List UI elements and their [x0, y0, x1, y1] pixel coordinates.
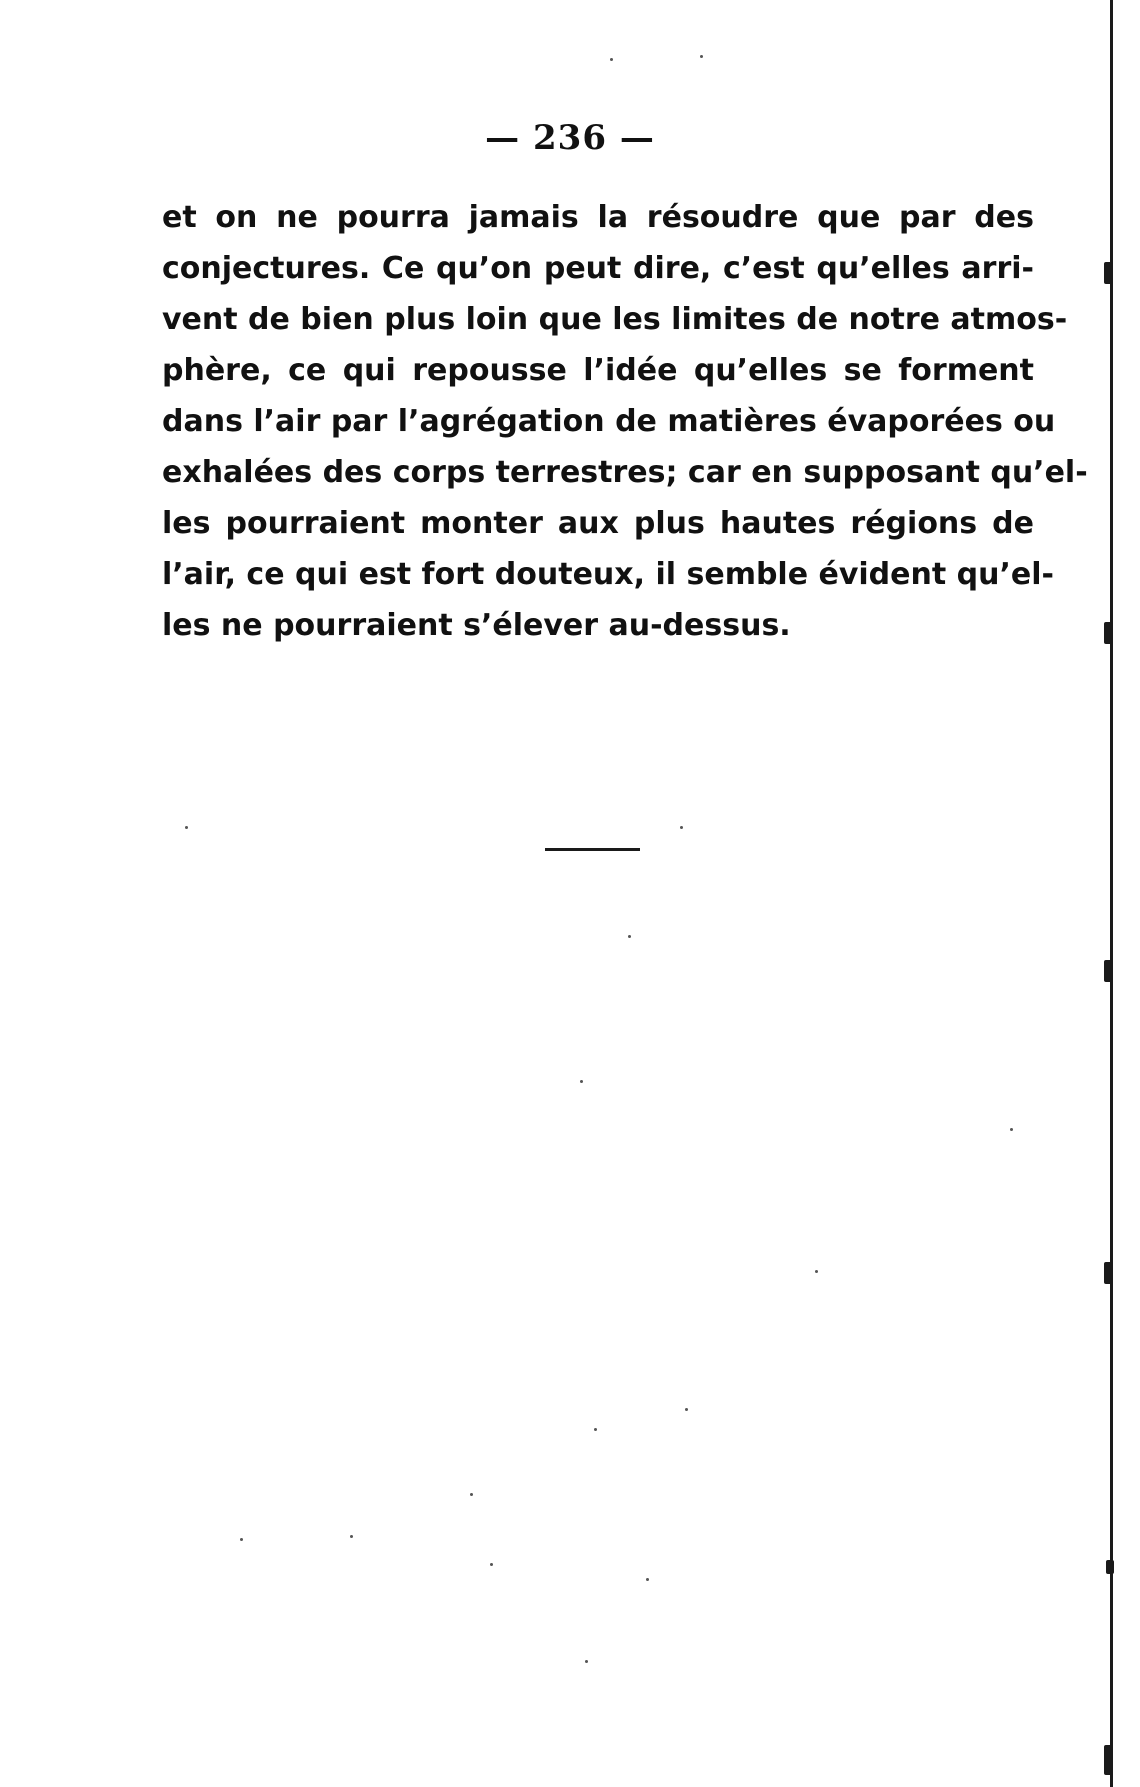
scan-speck: [594, 1428, 597, 1431]
scan-speck: [470, 1493, 473, 1496]
scan-speck: [1010, 1128, 1013, 1131]
text-line: l’air, ce qui est fort douteux, il semble évident qu’el-: [162, 557, 1054, 592]
text-line: phère, ce qui repousse l’idée qu’elles se forment: [162, 353, 1034, 388]
edge-mark: [1104, 622, 1112, 644]
edge-mark: [1104, 262, 1112, 284]
edge-mark: [1104, 960, 1112, 982]
scan-speck: [815, 1270, 818, 1273]
text-line: les pourraient monter aux plus hautes régions de: [162, 506, 1034, 541]
page-number: — 236 —: [485, 118, 655, 158]
text-line: conjectures. Ce qu’on peut dire, c’est qu’elles arri-: [162, 251, 1034, 286]
scan-speck: [628, 935, 631, 938]
text-line: dans l’air par l’agrégation de matières évaporées ou: [162, 404, 1056, 439]
text-line: les ne pourraient s’élever au-dessus.: [162, 608, 791, 643]
scan-speck: [685, 1408, 688, 1411]
text-line: exhalées des corps terrestres; car en supposant qu’el-: [162, 455, 1088, 490]
edge-mark: [1106, 1560, 1114, 1574]
text-line: et on ne pourra jamais la résoudre que par des: [162, 200, 1034, 235]
scan-speck: [680, 826, 683, 829]
scan-speck: [240, 1538, 243, 1541]
scan-speck: [646, 1578, 649, 1581]
section-divider: [545, 848, 640, 851]
scan-speck: [580, 1080, 583, 1083]
scan-speck: [185, 826, 188, 829]
scan-speck: [610, 58, 613, 61]
scan-speck: [585, 1660, 588, 1663]
edge-mark: [1104, 1262, 1112, 1284]
body-paragraph: [162, 192, 1088, 651]
edge-mark: [1104, 1745, 1112, 1775]
scan-speck: [490, 1563, 493, 1566]
text-line: vent de bien plus loin que les limites de notre atmos-: [162, 302, 1068, 337]
scan-speck: [700, 55, 703, 58]
scan-speck: [350, 1535, 353, 1538]
